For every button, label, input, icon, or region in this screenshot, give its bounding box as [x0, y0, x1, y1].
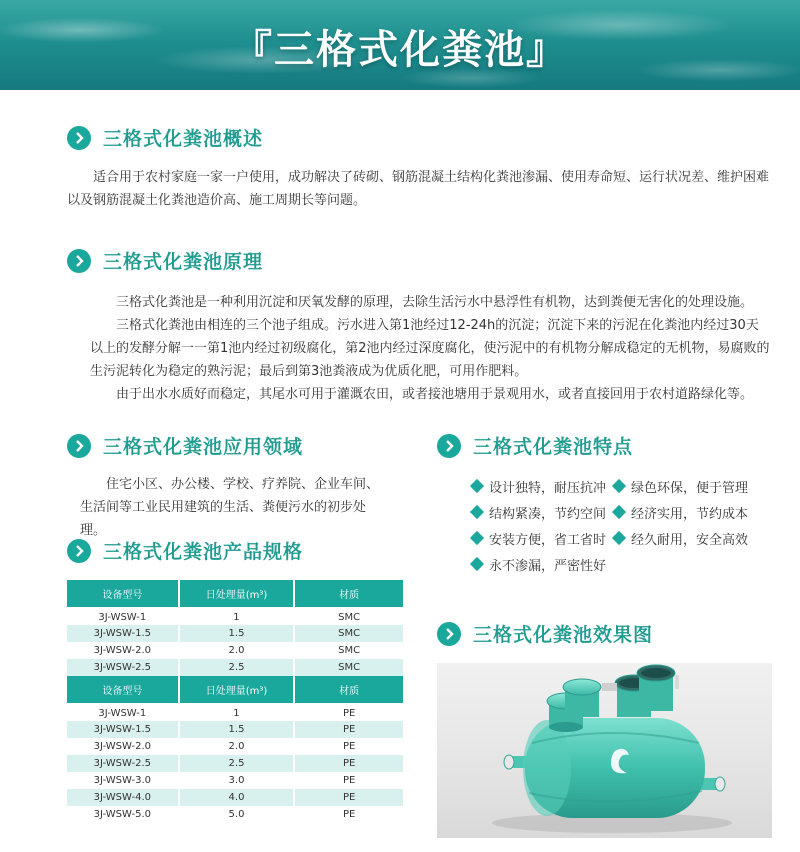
table-cell: PE	[294, 789, 404, 806]
chevron-right-circle-icon	[67, 249, 91, 273]
diamond-bullet-icon	[612, 479, 626, 493]
feature-label: 经久耐用，安全高效	[631, 532, 749, 548]
feature-label: 安装方便，省工省时	[489, 532, 607, 548]
diamond-bullet-icon	[612, 505, 626, 519]
table-row	[67, 738, 404, 755]
diamond-bullet-icon	[470, 479, 484, 493]
table-cell: 3J-WSW-1.5	[67, 721, 179, 738]
table-cell: 2.0	[179, 738, 295, 755]
section-header-specs	[67, 537, 303, 564]
feature-item	[472, 529, 614, 548]
paragraph: 三格式化粪池是一种利用沉淀和厌氧发酵的原理，去除生活污水中悬浮性有机物，达到粪便无害化的处理设施。	[116, 295, 754, 310]
feature-item	[472, 555, 672, 574]
table-cell: SMC	[294, 608, 404, 625]
table-cell: 4.0	[179, 789, 295, 806]
feature-row	[472, 499, 772, 525]
diamond-bullet-icon	[612, 531, 626, 545]
table-cell: 2.5	[179, 755, 295, 772]
diamond-bullet-icon	[470, 557, 484, 571]
feature-label: 结构紧凑，节约空间	[489, 506, 607, 522]
table-cell: 3.0	[179, 772, 295, 789]
column-header: 日处理量(m³)	[179, 676, 295, 704]
spec-table	[67, 580, 405, 823]
feature-label: 绿色环保，便于管理	[631, 480, 749, 496]
table-header-row	[67, 676, 404, 704]
table-cell: 1	[179, 704, 295, 721]
feature-item	[614, 503, 756, 522]
feature-row	[472, 551, 772, 577]
table-row	[67, 755, 404, 772]
features-list	[472, 473, 772, 577]
table-cell: 3J-WSW-2.0	[67, 642, 179, 659]
table-row	[67, 789, 404, 806]
table-cell: PE	[294, 721, 404, 738]
feature-item	[472, 503, 614, 522]
section-title: 三格式化粪池产品规格	[103, 541, 304, 563]
paragraph: 住宅小区、办公楼、学校、疗养院、企业车间、生活间等工业民用建筑的生活、粪便污水的初步处理。	[80, 477, 380, 538]
chevron-right-circle-icon	[67, 434, 91, 458]
table-row	[67, 625, 404, 642]
section-title: 三格式化粪池特点	[473, 436, 634, 458]
header-banner	[0, 0, 800, 90]
paragraph: 三格式化粪池由相连的三个池子组成。污水进入第1池经过12-24h的沉淀；沉淀下来的污泥在化粪池内经过30天以上的发酵分解一一第1池内经过初级腐化，第2池内经过深度腐化，使污泥中的有机物分解成稳定的无机物，易腐败的生污泥转化为稳定的熟污泥；最后到第3池粪液成为优质化肥，可用作肥料。	[90, 318, 770, 379]
feature-item	[614, 477, 756, 496]
chevron-right-circle-icon	[67, 126, 91, 150]
septic-tank-illustration	[437, 663, 772, 838]
table-cell: 3J-WSW-2.0	[67, 738, 179, 755]
section-header-principle	[67, 247, 263, 274]
table-cell: 2.5	[179, 659, 295, 676]
paragraph: 由于出水水质好而稳定，其尾水可用于灌溉农田，或者接池塘用于景观用水，或者直接回用于农村道路绿化等。	[116, 387, 754, 402]
column-header: 设备型号	[67, 580, 179, 608]
table-cell: PE	[294, 806, 404, 823]
table-cell: 3J-WSW-1	[67, 608, 179, 625]
table-cell: SMC	[294, 642, 404, 659]
table-row	[67, 642, 404, 659]
column-header: 设备型号	[67, 676, 179, 704]
section-title: 三格式化粪池原理	[103, 251, 264, 273]
feature-label: 经济实用，节约成本	[631, 506, 749, 522]
paragraph: 适合用于农村家庭一家一户使用，成功解决了砖砌、钢筋混凝土结构化粪池渗漏、使用寿命短、运行状况差、维护困难以及钢筋混凝土化粪池造价高、施工周期长等问题。	[67, 170, 770, 208]
overview-text	[67, 166, 773, 212]
principle-text	[90, 291, 770, 406]
table-cell: 3J-WSW-1	[67, 704, 179, 721]
chevron-right-circle-icon	[437, 622, 461, 646]
table-cell: 3J-WSW-3.0	[67, 772, 179, 789]
table-row	[67, 806, 404, 823]
table-cell: 2.0	[179, 642, 295, 659]
table-cell: SMC	[294, 659, 404, 676]
table-cell: PE	[294, 755, 404, 772]
table-cell: 3J-WSW-5.0	[67, 806, 179, 823]
table-cell: 3J-WSW-4.0	[67, 789, 179, 806]
feature-item	[472, 477, 614, 496]
septic-tank-rendering-image	[437, 663, 772, 838]
section-title: 三格式化粪池概述	[103, 128, 264, 150]
table-cell: 1	[179, 608, 295, 625]
chevron-right-circle-icon	[67, 539, 91, 563]
feature-row	[472, 473, 772, 499]
table-cell: PE	[294, 738, 404, 755]
section-title: 三格式化粪池应用领域	[103, 436, 304, 458]
feature-label: 永不渗漏，严密性好	[489, 558, 607, 574]
feature-row	[472, 525, 772, 551]
table-row	[67, 704, 404, 721]
table-cell: 3J-WSW-2.5	[67, 755, 179, 772]
feature-label: 设计独特，耐压抗冲	[489, 480, 607, 496]
feature-item	[614, 529, 756, 548]
table-cell: 3J-WSW-2.5	[67, 659, 179, 676]
page-title: 『三格式化粪池』	[232, 27, 568, 73]
section-header-features	[437, 432, 633, 459]
table-row	[67, 608, 404, 625]
table-cell: PE	[294, 704, 404, 721]
table-cell: PE	[294, 772, 404, 789]
column-header: 材质	[294, 676, 404, 704]
chevron-right-circle-icon	[437, 434, 461, 458]
section-header-rendering	[437, 620, 653, 647]
section-header-overview	[67, 124, 263, 151]
table-cell: 5.0	[179, 806, 295, 823]
table-cell: 1.5	[179, 721, 295, 738]
table-header-row	[67, 580, 404, 608]
column-header: 材质	[294, 580, 404, 608]
table-cell: 3J-WSW-1.5	[67, 625, 179, 642]
table-cell: SMC	[294, 625, 404, 642]
table-row	[67, 772, 404, 789]
table-cell: 1.5	[179, 625, 295, 642]
diamond-bullet-icon	[470, 531, 484, 545]
table-row	[67, 721, 404, 738]
section-header-application	[67, 432, 303, 459]
application-text	[80, 473, 388, 542]
section-title: 三格式化粪池效果图	[473, 624, 654, 646]
table-row	[67, 659, 404, 676]
column-header: 日处理量(m³)	[179, 580, 295, 608]
diamond-bullet-icon	[470, 505, 484, 519]
